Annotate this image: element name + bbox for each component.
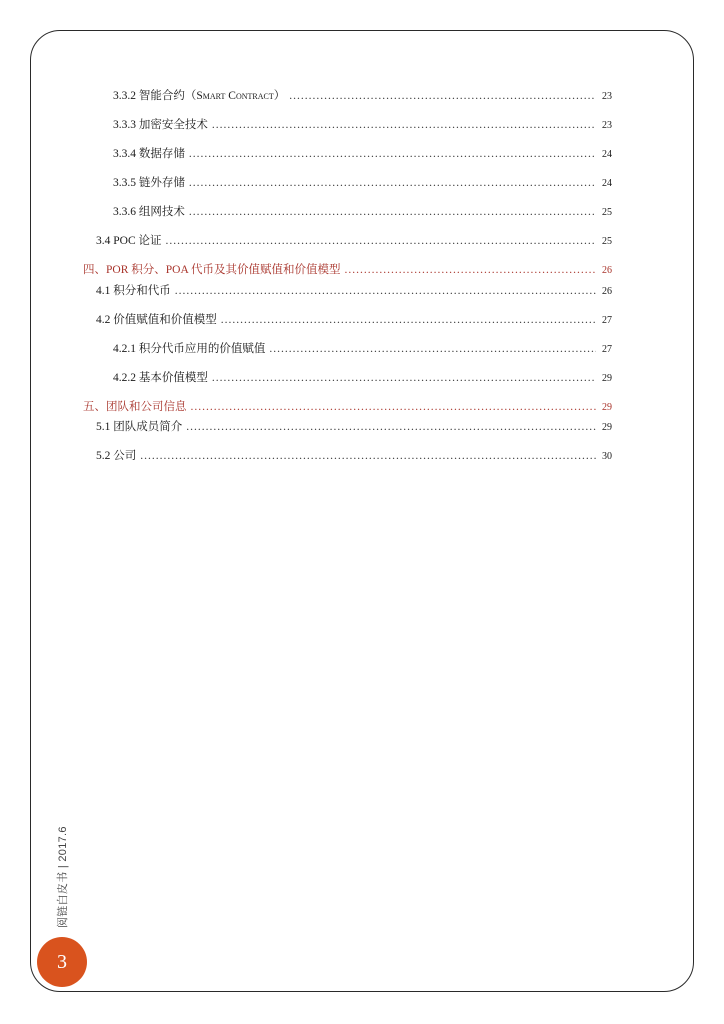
toc-entry-3-3-6[interactable] [113, 204, 612, 221]
toc-entry-4-2[interactable] [96, 312, 612, 329]
toc-chapter-label: 五、团队和公司信息 [83, 401, 187, 413]
toc-entry-5-1[interactable] [96, 419, 612, 436]
side-footer-label [38, 810, 78, 930]
toc-leader-dots [189, 204, 596, 220]
toc-entry-label: 3.4 POC 论证 [96, 235, 162, 247]
toc-page-number: 29 [602, 402, 612, 413]
side-footer-text: 阅链白皮书 | 2017.6 [57, 826, 69, 928]
toc-page-number: 24 [602, 149, 612, 160]
toc-page-number: 30 [602, 451, 612, 462]
toc-leader-dots [191, 399, 597, 415]
toc-leader-dots [269, 341, 596, 357]
toc-entry-label: 3.3.4 数据存储 [113, 148, 185, 160]
toc-leader-dots [289, 88, 596, 104]
page-number-badge [37, 937, 87, 987]
toc-leader-dots [189, 146, 596, 162]
toc-chapter-label: 四、POR 积分、POA 代币及其价值赋值和价值模型 [83, 264, 341, 276]
toc-entry-4-2-1[interactable] [113, 341, 612, 358]
toc-leader-dots [166, 233, 597, 249]
toc-page-number: 29 [602, 373, 612, 384]
toc-page-number: 29 [602, 422, 612, 433]
toc-entry-3-3-2[interactable] [113, 88, 612, 105]
toc-entry-label: 3.3.2 智能合约（Smart Contract） [113, 90, 286, 102]
toc-entry-label: 4.2.1 积分代币应用的价值赋值 [113, 343, 266, 355]
toc-entry-4-2-2[interactable] [113, 370, 612, 387]
toc-page-number: 25 [602, 207, 612, 218]
toc-leader-dots [186, 419, 596, 435]
toc-leader-dots [175, 283, 596, 299]
toc-entry-label: 3.3.3 加密安全技术 [113, 119, 208, 131]
toc-entry-label: 3.3.6 组网技术 [113, 206, 185, 218]
toc-page-number: 23 [602, 120, 612, 131]
toc-entry-5-2[interactable] [96, 448, 612, 465]
toc-entry-label: 3.3.5 链外存储 [113, 177, 185, 189]
toc-entry-4-1[interactable] [96, 283, 612, 300]
toc-chapter-5[interactable] [83, 399, 612, 416]
toc-entry-label: 4.2.2 基本价值模型 [113, 372, 208, 384]
toc-entry-3-3-4[interactable] [113, 146, 612, 163]
toc-entry-label: 4.1 积分和代币 [96, 285, 171, 297]
toc-leader-dots [345, 262, 597, 278]
toc-leader-dots [212, 370, 596, 386]
toc-page-number: 23 [602, 91, 612, 102]
page-number: 3 [57, 950, 67, 973]
toc-leader-dots [140, 448, 596, 464]
toc-leader-dots [189, 175, 596, 191]
toc-page-number: 26 [602, 265, 612, 276]
toc-entry-3-3-3[interactable] [113, 117, 612, 134]
toc-entry-3-4[interactable] [96, 233, 612, 250]
toc-leader-dots [212, 117, 596, 133]
toc-page-number: 27 [602, 315, 612, 326]
toc-page-number: 27 [602, 344, 612, 355]
toc-entry-3-3-5[interactable] [113, 175, 612, 192]
toc-page-number: 26 [602, 286, 612, 297]
toc-chapter-4[interactable] [83, 262, 612, 279]
toc-entry-label: 5.2 公司 [96, 450, 137, 462]
toc-page-number: 25 [602, 236, 612, 247]
toc-leader-dots [221, 312, 596, 328]
toc-entry-label: 4.2 价值赋值和价值模型 [96, 314, 217, 326]
toc-page-number: 24 [602, 178, 612, 189]
toc-entry-label: 5.1 团队成员简介 [96, 421, 183, 433]
